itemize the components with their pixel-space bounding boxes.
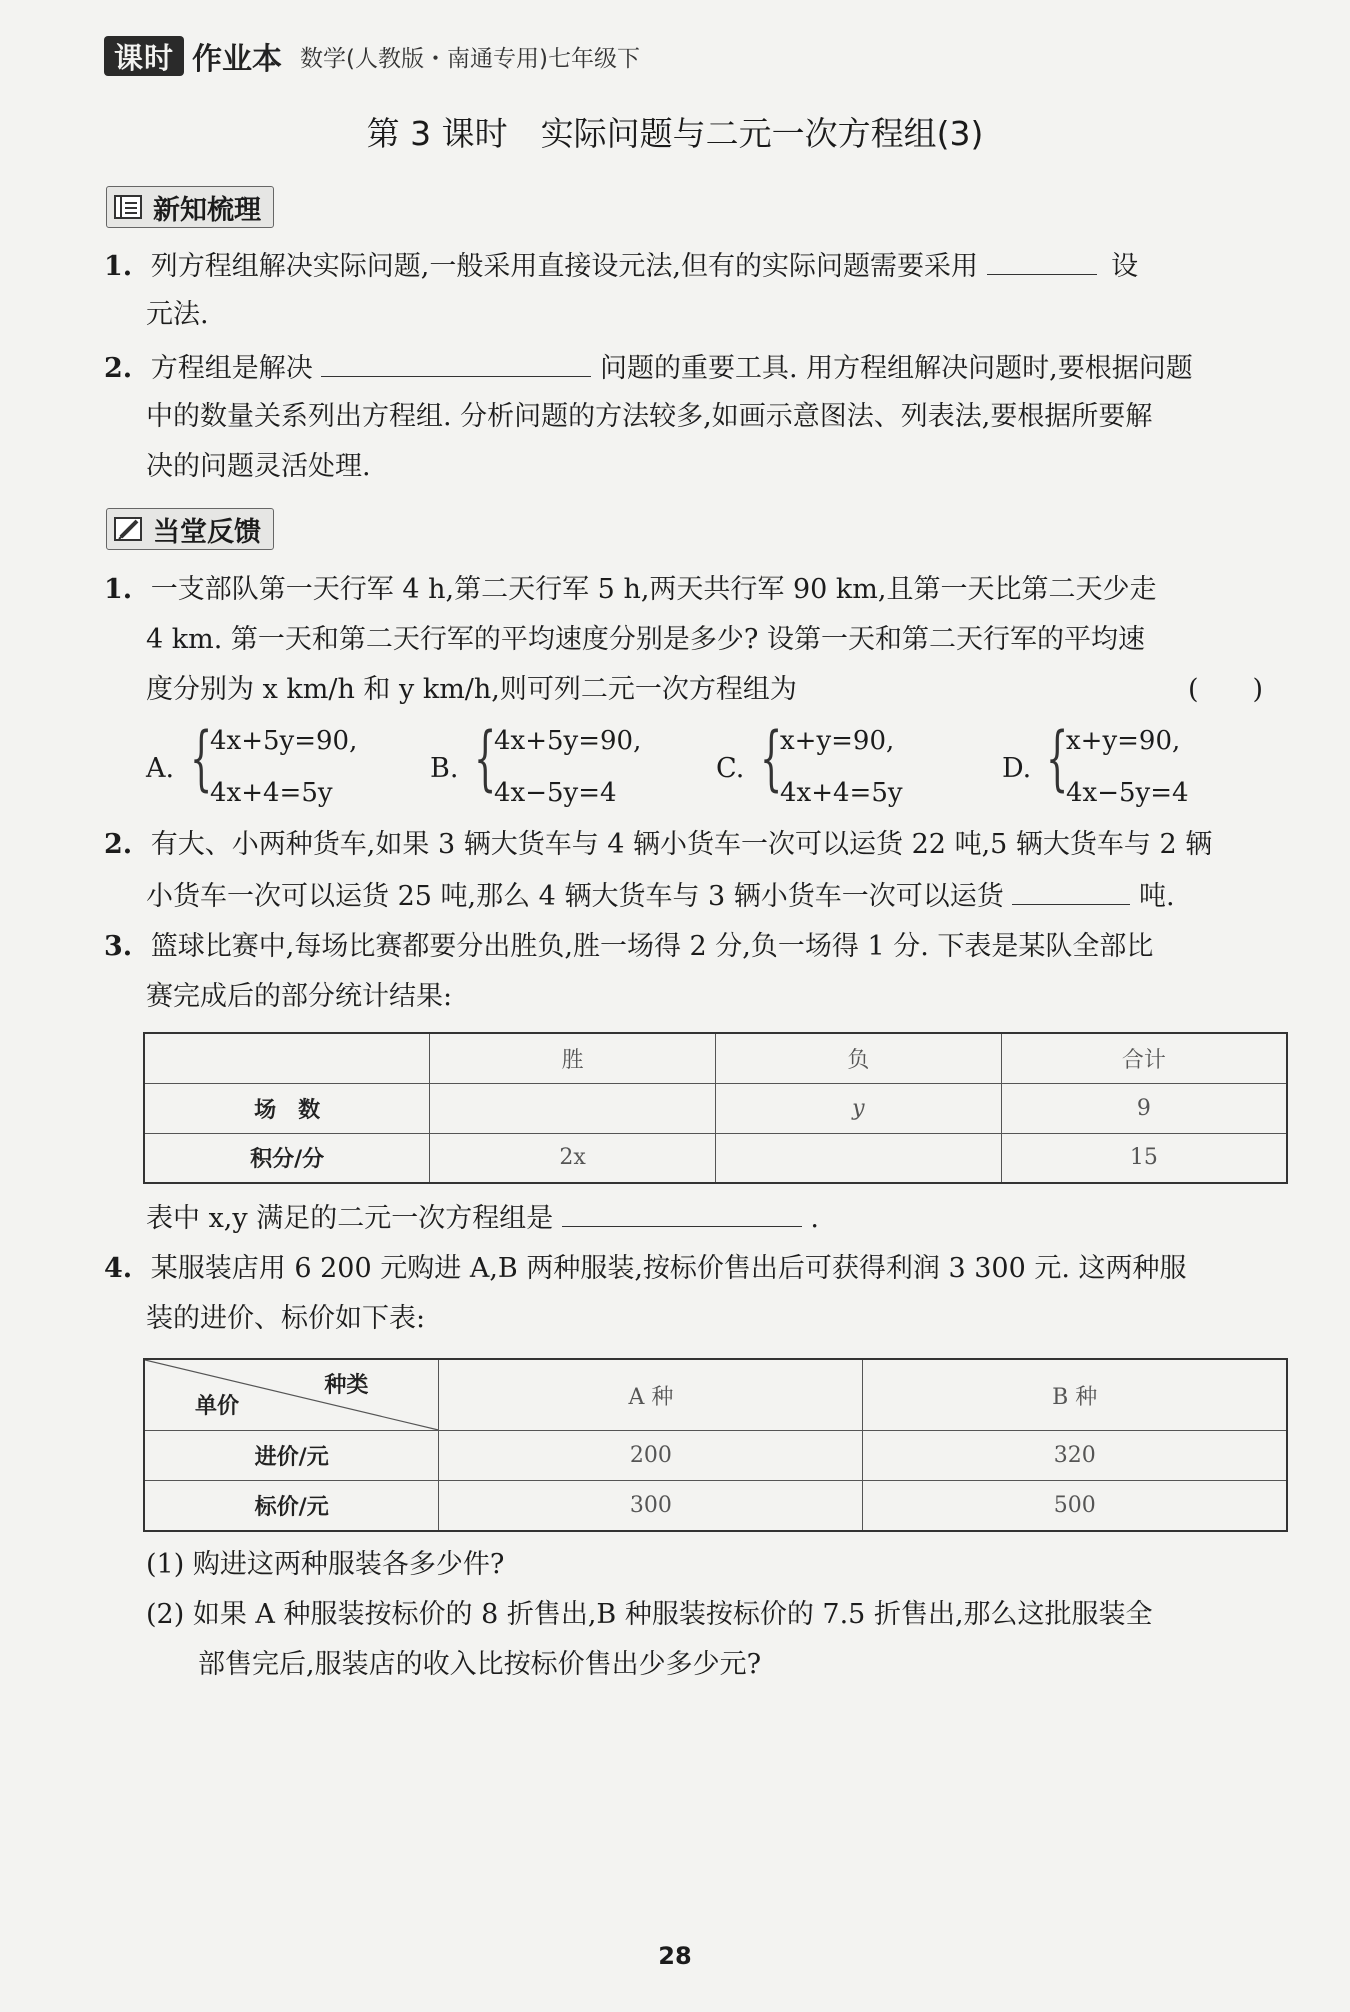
question-number: 2. (104, 353, 133, 384)
equation: 4x+5y=90, (210, 726, 358, 756)
brace: { (1046, 717, 1069, 799)
table-cell: B 种 (863, 1359, 1287, 1431)
diagonal-header-cell (144, 1359, 439, 1431)
table-cell: 2x (430, 1133, 716, 1183)
table-cell: 15 (1001, 1133, 1287, 1183)
logo (104, 34, 282, 78)
equation: 4x−5y=4 (1066, 778, 1189, 808)
answer-blank[interactable] (562, 1200, 802, 1227)
question-text: 一支部队第一天行军 4 h,第二天行军 5 h,两天共行军 90 km,且第一天比第二天少走 (150, 574, 1157, 605)
table-row-header: 积分/分 (144, 1133, 430, 1183)
stats-table (143, 1032, 1288, 1184)
s2-q3-after (146, 1200, 819, 1236)
table-cell: 300 (439, 1481, 863, 1531)
question-text: . (810, 1203, 820, 1234)
s2-q2-line1 (104, 828, 1212, 862)
table-row (144, 1083, 1287, 1133)
table-cell: 负 (716, 1033, 1002, 1083)
s1-q1-line2: 元法. (146, 299, 209, 330)
option-label: C. (716, 753, 745, 784)
section-tag-new-knowledge (106, 186, 274, 228)
equation: 4x+5y=90, (494, 726, 642, 756)
table-row-header: 进价/元 (144, 1431, 439, 1481)
equation: 4x+4=5y (210, 778, 333, 808)
table-cell (716, 1133, 1002, 1183)
s2-q1-line3: 度分别为 x km/h 和 y km/h,则可列二元一次方程组为 (146, 674, 797, 705)
s2-q1-line2: 4 km. 第一天和第二天行军的平均速度分别是多少? 设第一天和第二天行军的平均速 (146, 624, 1145, 655)
table-cell: 500 (863, 1481, 1287, 1531)
table-header-row (144, 1359, 1287, 1431)
question-text: 篮球比赛中,每场比赛都要分出胜负,胜一场得 2 分,负一场得 1 分. 下表是某队全部比 (150, 931, 1154, 962)
s1-q1-line1 (104, 248, 1138, 284)
s2-q4-sub2-line2: 部售完后,服装店的收入比按标价售出少多少元? (198, 1649, 762, 1680)
brace: { (474, 717, 497, 799)
book-subtitle: 数学(人教版・南通专用)七年级下 (300, 45, 640, 72)
table-cell: 合计 (1001, 1033, 1287, 1083)
question-number: 4. (104, 1253, 133, 1284)
s1-q2-line2: 中的数量关系列出方程组. 分析问题的方法较多,如画示意图法、列表法,要根据所要解 (146, 401, 1153, 432)
table-row-header: 场 数 (144, 1083, 430, 1133)
question-text: 小货车一次可以运货 25 吨,那么 4 辆大货车与 3 辆小货车一次可以运货 (146, 881, 1004, 912)
section-tag-label: 新知梳理 (153, 194, 261, 226)
table-cell: 320 (863, 1431, 1287, 1481)
table-cell: 200 (439, 1431, 863, 1481)
logo-text: 作业本 (192, 42, 282, 77)
corner-bottom-label: 单价 (195, 1394, 240, 1419)
option-label: B. (430, 753, 459, 784)
book-header (104, 34, 640, 78)
table-cell (144, 1033, 430, 1083)
table-cell: y (716, 1083, 1002, 1133)
equation: x+y=90, (1066, 726, 1181, 756)
table-header-row (144, 1033, 1287, 1083)
table-cell: 9 (1001, 1083, 1287, 1133)
question-number: 2. (104, 829, 133, 860)
question-number: 1. (104, 574, 133, 605)
s2-q4-line1 (104, 1252, 1187, 1286)
diagonal-line (145, 1360, 438, 1430)
page-number: 28 (658, 1942, 692, 1970)
question-text: 有大、小两种货车,如果 3 辆大货车与 4 辆小货车一次可以运货 22 吨,5 辆大货车与 2 辆 (150, 829, 1213, 860)
option-label: A. (146, 753, 175, 784)
question-text: 列方程组解决实际问题,一般采用直接设元法,但有的实际问题需要采用 (150, 251, 978, 282)
table-cell: A 种 (439, 1359, 863, 1431)
question-text: 吨. (1138, 881, 1175, 912)
s2-q4-sub2-line1: (2) 如果 A 种服装按标价的 8 折售出,B 种服装按标价的 7.5 折售出,那么这批服装全 (146, 1599, 1153, 1630)
section-tag-feedback (106, 508, 274, 550)
question-text: 某服装店用 6 200 元购进 A,B 两种服装,按标价售出后可获得利润 3 300 元. 这两种服 (150, 1253, 1187, 1284)
corner-top-label: 种类 (324, 1373, 369, 1398)
pencil-icon (113, 515, 145, 543)
table-cell (430, 1083, 716, 1133)
s2-q3-line2: 赛完成后的部分统计结果: (146, 981, 453, 1012)
brace: { (190, 717, 213, 799)
s2-q4-line2: 装的进价、标价如下表: (146, 1303, 426, 1334)
question-text: 方程组是解决 (150, 353, 313, 384)
question-number: 3. (104, 931, 133, 962)
s2-q4-sub1: (1) 购进这两种服装各多少件? (146, 1549, 505, 1580)
brace: { (760, 717, 783, 799)
table-row-header: 标价/元 (144, 1481, 439, 1531)
logo-box: 课时 (104, 36, 184, 76)
table-cell: 胜 (430, 1033, 716, 1083)
notebook-icon (113, 193, 145, 221)
question-text: 表中 x,y 满足的二元一次方程组是 (146, 1203, 554, 1234)
question-text: 问题的重要工具. 用方程组解决问题时,要根据问题 (599, 353, 1193, 384)
answer-blank[interactable] (987, 248, 1097, 275)
s2-q1-line1 (104, 573, 1156, 607)
equation: 4x+4=5y (780, 778, 903, 808)
question-number: 1. (104, 251, 133, 282)
price-table (143, 1358, 1288, 1532)
table-row (144, 1481, 1287, 1531)
equation: 4x−5y=4 (494, 778, 617, 808)
option-label: D. (1002, 753, 1032, 784)
table-row (144, 1431, 1287, 1481)
question-text: 设 (1111, 251, 1139, 282)
lesson-title: 第 3 课时 实际问题与二元一次方程组(3) (366, 114, 984, 153)
table-row (144, 1133, 1287, 1183)
s2-q2-line2 (146, 878, 1175, 914)
s2-q3-line1 (104, 930, 1153, 964)
s1-q2-line3: 决的问题灵活处理. (146, 451, 371, 482)
section-tag-label: 当堂反馈 (153, 516, 261, 548)
answer-blank[interactable] (321, 350, 591, 377)
equation: x+y=90, (780, 726, 895, 756)
answer-paren[interactable]: ( ) (1188, 674, 1264, 705)
answer-blank[interactable] (1012, 878, 1130, 905)
s1-q2-line1 (104, 350, 1193, 386)
